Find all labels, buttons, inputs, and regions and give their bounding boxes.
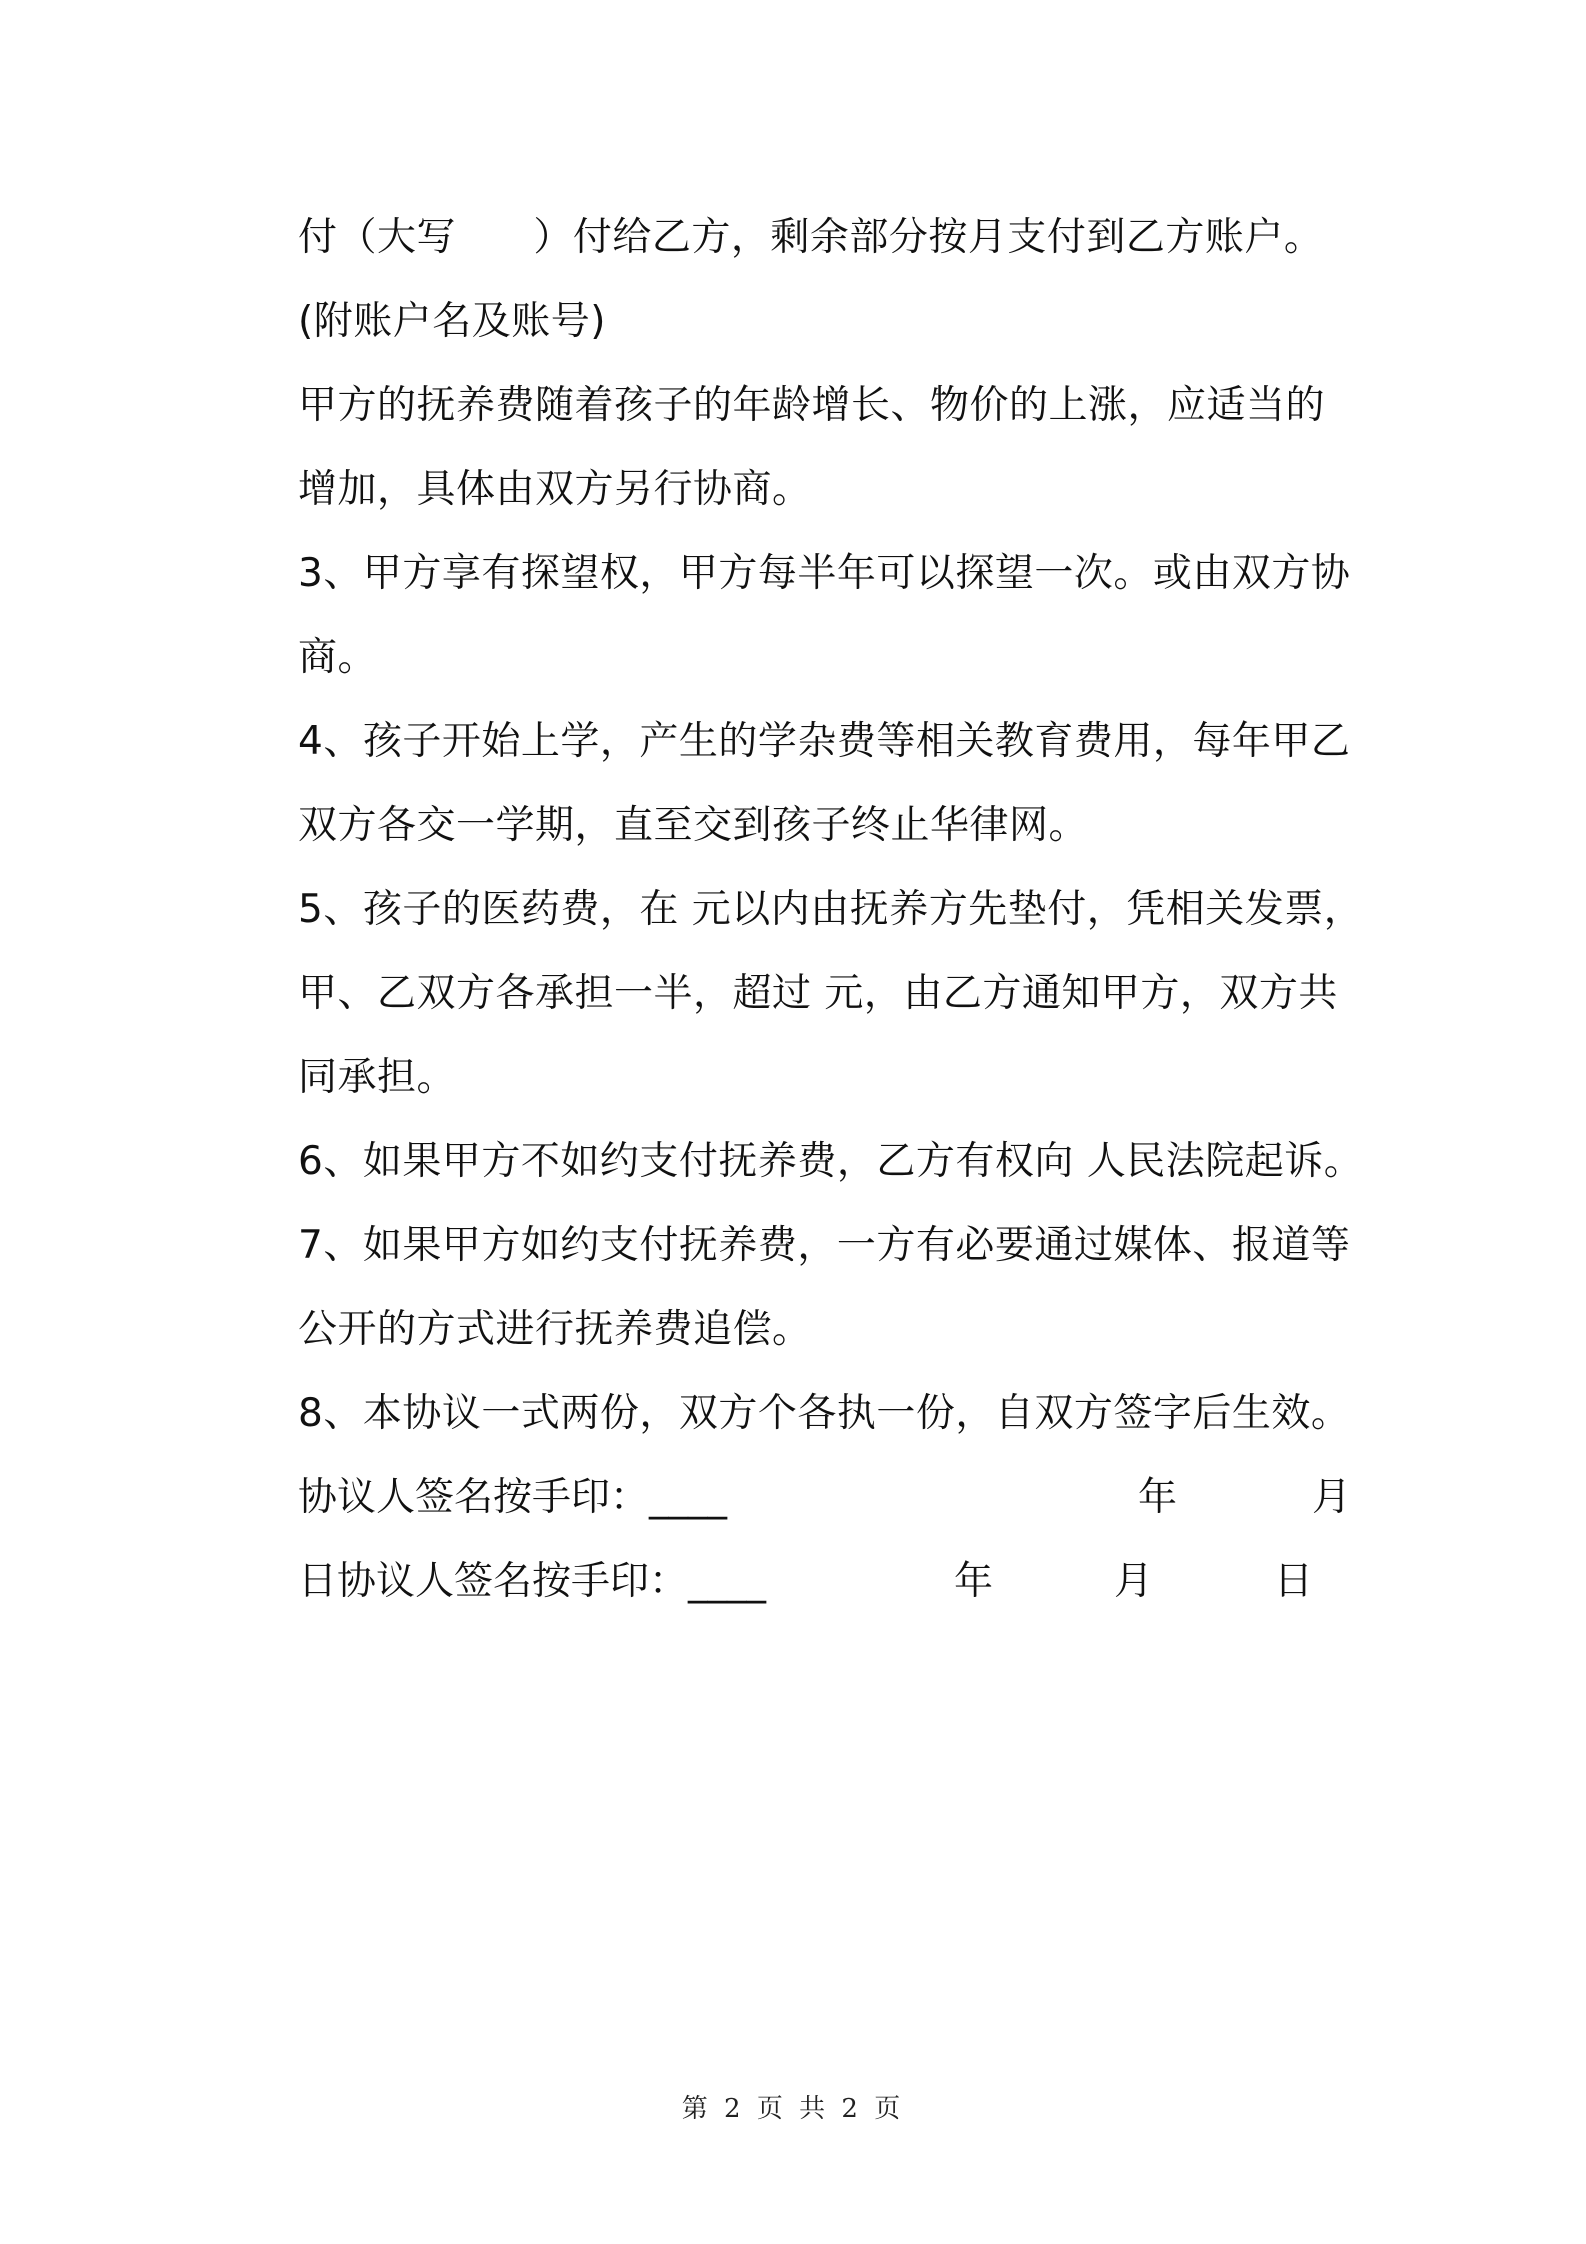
signature-line-2 bbox=[298, 1540, 1358, 1624]
paragraph-line: 甲、乙双方各承担一半，超过 元，由乙方通知甲方，双方共 bbox=[298, 971, 1338, 1016]
paragraph-line: 付（大写 ）付给乙方，剩余部分按月支付到乙方账户。 bbox=[298, 215, 1324, 260]
paragraph-line: 增加，具体由双方另行协商。 bbox=[298, 467, 812, 512]
page-number-footer: 第 2 页 共 2 页 bbox=[681, 2094, 905, 2124]
signature-label: 协议人签名按手印：____ bbox=[298, 1475, 728, 1520]
paragraph-line: (附账户名及账号) bbox=[298, 299, 606, 344]
paragraph-line: 5、孩子的医药费，在 元以内由抚养方先垫付，凭相关发票， bbox=[298, 887, 1364, 932]
signature-year: 年 bbox=[954, 1559, 994, 1604]
paragraph-line: 8、本协议一式两份，双方个各执一份，自双方签字后生效。 bbox=[298, 1391, 1351, 1436]
paragraph-line: 4、孩子开始上学，产生的学杂费等相关教育费用，每年甲乙 bbox=[298, 719, 1351, 764]
signature-day: 日 bbox=[1274, 1559, 1314, 1604]
signature-year: 年 bbox=[1138, 1475, 1178, 1520]
paragraph-line: 6、如果甲方不如约支付抚养费，乙方有权向 人民法院起诉。 bbox=[298, 1139, 1364, 1184]
signature-line-1 bbox=[298, 1456, 1358, 1540]
paragraph-line: 公开的方式进行抚养费追偿。 bbox=[298, 1307, 812, 1352]
paragraph-line: 商。 bbox=[298, 635, 378, 680]
paragraph-line: 7、如果甲方如约支付抚养费，一方有必要通过媒体、报道等 bbox=[298, 1223, 1351, 1268]
paragraph-line: 双方各交一学期，直至交到孩子终止华律网。 bbox=[298, 803, 1089, 848]
paragraph-line: 3、甲方享有探望权，甲方每半年可以探望一次。或由双方协 bbox=[298, 551, 1351, 596]
signature-label: 日协议人签名按手印：____ bbox=[298, 1559, 767, 1604]
paragraph-line: 甲方的抚养费随着孩子的年龄增长、物价的上涨，应适当的 bbox=[298, 383, 1326, 428]
agreement-body bbox=[298, 196, 1364, 1624]
signature-month: 月 bbox=[1114, 1559, 1154, 1604]
paragraph-line: 同承担。 bbox=[298, 1055, 457, 1100]
signature-month: 月 bbox=[1312, 1475, 1352, 1520]
